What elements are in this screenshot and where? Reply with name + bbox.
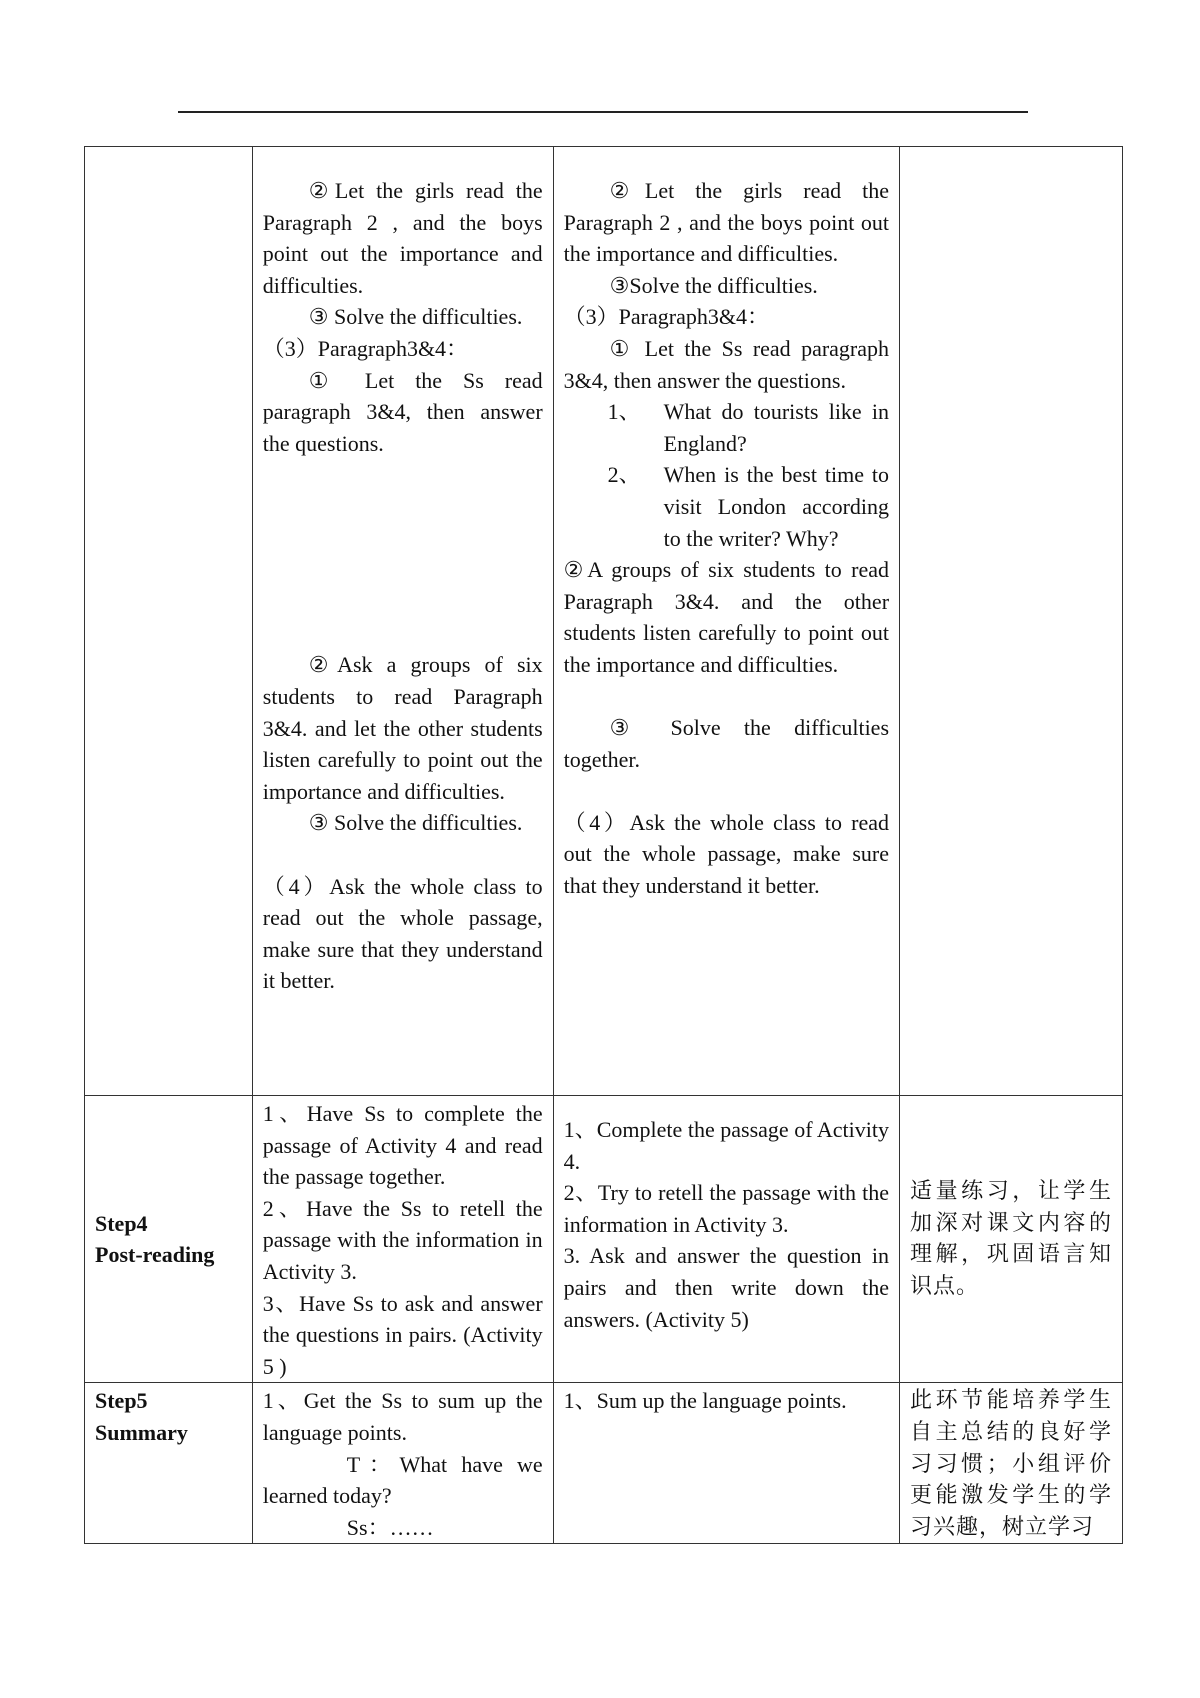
lesson-plan-table <box>84 146 1123 1544</box>
student-paragraph: ②Let the girls read the Paragraph 2 , and the boys point out the importance and difficulties. <box>563 178 890 267</box>
step-name: Summary <box>95 1419 188 1445</box>
teacher-paragraph: ②Let the girls read the Paragraph 2 , and the boys point out the importance and difficulties. <box>262 178 543 298</box>
teacher-paragraph: ③ Solve the difficulties. <box>308 810 523 836</box>
teacher-activity-cell <box>252 1096 553 1383</box>
question-item <box>564 459 889 554</box>
spacer <box>564 775 889 807</box>
step-label: Step4 <box>95 1210 148 1236</box>
teacher-paragraph: （3）Paragraph3&4： <box>262 335 469 361</box>
question-item <box>564 396 889 459</box>
teacher-paragraph: ③ Solve the difficulties. <box>308 304 523 330</box>
purpose-cell: 此环节能培养学生自主总结的良好学习习惯；小组评价更能激发学生的学习兴趣，树立学习 <box>900 1383 1123 1544</box>
table-row-step5 <box>85 1383 1123 1544</box>
question-text: What do tourists like in England? <box>663 399 890 456</box>
student-paragraph: （3）Paragraph3&4： <box>563 304 769 330</box>
table-row-while-reading-continued <box>85 147 1123 1096</box>
student-activity-cell <box>553 147 899 1096</box>
teacher-activity-cell <box>252 1383 553 1544</box>
table-row-step4 <box>85 1096 1123 1383</box>
student-activity-cell <box>553 1383 899 1544</box>
teacher-paragraph: ① Let the Ss read paragraph 3&4, then answer the questions. <box>262 367 543 456</box>
step-name: Post-reading <box>95 1242 215 1268</box>
teacher-paragraph: Ss：…… <box>346 1514 434 1540</box>
teacher-paragraph: 1、Get the Ss to sum up the language points. <box>262 1388 543 1445</box>
spacer <box>263 459 543 649</box>
spacer <box>263 839 543 871</box>
student-paragraph: （4）Ask the whole class to read out the whole passage, make sure that they understand it better. <box>563 809 890 899</box>
teacher-paragraph: T：What have we learned today? <box>262 1451 543 1509</box>
student-paragraph: ②A groups of six students to read Paragraph 3&4. and the other students listen carefully to point out the importance and difficulties. <box>563 557 890 677</box>
spacer <box>564 681 889 713</box>
step-cell <box>85 1383 253 1544</box>
teacher-paragraph: 1、Have Ss to complete the passage of Activity 4 and read the passage together. <box>262 1101 543 1190</box>
question-number: 2、 <box>607 462 641 488</box>
teacher-activity-cell <box>252 147 553 1096</box>
step-cell-empty <box>85 147 253 1096</box>
question-text: When is the best time to visit London according to the writer? Why? <box>663 462 890 551</box>
question-number: 1、 <box>607 399 641 425</box>
student-paragraph: 3. Ask and answer the question in pairs and then write down the answers. (Activity 5) <box>563 1243 890 1332</box>
step-cell <box>85 1096 253 1383</box>
purpose-cell: 适量练习，让学生加深对课文内容的理解，巩固语言知识点。 <box>900 1096 1123 1383</box>
purpose-cell-empty <box>900 147 1123 1096</box>
student-paragraph: ③Solve the difficulties. <box>609 272 818 298</box>
step-label: Step5 <box>95 1388 148 1414</box>
teacher-paragraph: （4）Ask the whole class to read out the whole passage, make sure that they understand it better. <box>262 873 543 994</box>
header-rule <box>178 111 1028 113</box>
teacher-paragraph: 2、Have the Ss to retell the passage with the information in Activity 3. <box>262 1195 543 1284</box>
teacher-paragraph: 3、Have Ss to ask and answer the questions in pairs. (Activity 5 ) <box>262 1290 543 1379</box>
student-paragraph: ③ Solve the difficulties together. <box>563 715 890 772</box>
student-activity-cell <box>553 1096 899 1383</box>
student-paragraph: 2、Try to retell the passage with the information in Activity 3. <box>563 1180 890 1237</box>
student-paragraph: ① Let the Ss read paragraph 3&4, then answer the questions. <box>563 335 890 393</box>
student-paragraph: 1、Complete the passage of Activity 4. <box>563 1117 890 1174</box>
student-paragraph: 1、Sum up the language points. <box>563 1388 847 1414</box>
teacher-paragraph: ②Ask a groups of six students to read Paragraph 3&4. and let the other students listen carefully to point out the importance and difficulties. <box>262 652 543 804</box>
